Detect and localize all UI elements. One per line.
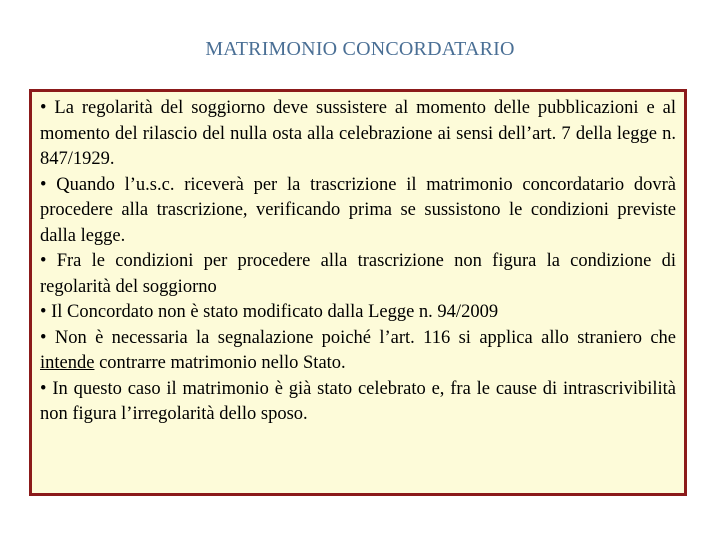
paragraph-conditions: • Fra le condizioni per procedere alla trascrizione non figura la condizione di regolarità del soggiorno xyxy=(40,251,676,297)
paragraph-concordat: • Il Concordato non è stato modificato dalla Legge n. 94/2009 xyxy=(40,302,499,322)
slide-title: MATRIMONIO CONCORDATARIO xyxy=(205,38,515,60)
paragraph-signal-before: • Non è necessaria la segnalazione poiché l’art. 116 si applica allo straniero che xyxy=(40,327,676,348)
paragraph-signal-after: contrarre matrimonio nello Stato. xyxy=(94,353,346,373)
paragraph-transcription: • Quando l’u.s.c. riceverà per la trascrizione il matrimonio concordatario dovrà procedere alla trascrizione, verificando prima se sussistono le condizioni previste dalla legge. xyxy=(40,174,676,246)
text-box xyxy=(29,89,687,496)
paragraph-signal-underlined: intende xyxy=(40,353,95,373)
paragraph-signal xyxy=(40,326,676,377)
paragraph-case: • In questo caso il matrimonio è già stato celebrato e, fra le cause di intrascrivibilità non figura l’irregolarità dello sposo. xyxy=(40,378,676,424)
paragraph-registration: • La regolarità del soggiorno deve sussistere al momento delle pubblicazioni e al momento del rilascio del nulla osta alla celebrazione ai sensi dell’art. 7 della legge n. 847/1929. xyxy=(40,98,676,169)
